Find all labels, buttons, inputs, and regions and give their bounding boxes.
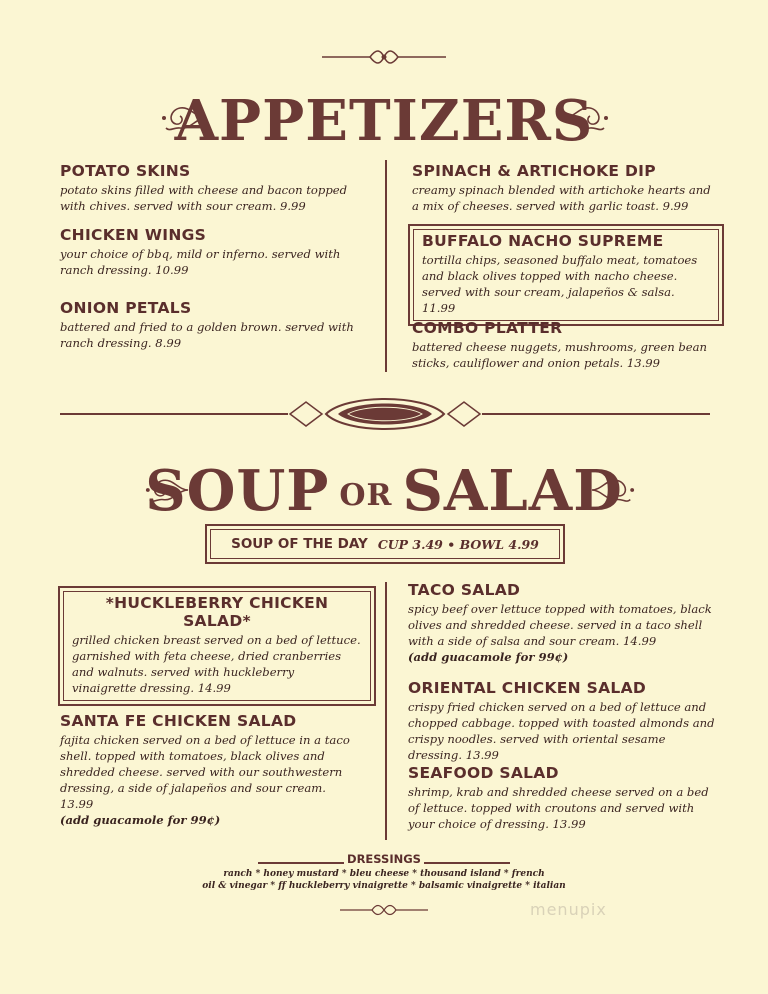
item-description: grilled chicken breast served on a bed of lettuce. garnished with feta cheese, dried cranberries and walnuts. served with huckleberry vinaigrette dressing. 14.99 <box>72 633 361 695</box>
item-name: CHICKEN WINGS <box>60 226 207 244</box>
menu-item-buffalo-nacho-supreme <box>408 224 724 326</box>
right-scroll-ornament <box>562 98 610 138</box>
item-description: potato skins filled with cheese and bacon topped with chives. served with sour cream. 9.99 <box>60 183 348 213</box>
dressings-line-2: oil & vinegar * ff huckleberry vinaigrette * balsamic vinaigrette * italian <box>202 881 566 891</box>
item-name: ORIENTAL CHICKEN SALAD <box>408 679 647 697</box>
item-description: fajita chicken served on a bed of lettuce in a taco shell. topped with tomatoes, black olives and shredded cheese. served with our southwestern dressing, a side of jalapeños and sour cream. 13.99 <box>60 733 350 811</box>
item-name: SEAFOOD SALAD <box>408 764 559 782</box>
soup-of-the-day-label: SOUP OF THE DAY <box>231 536 368 552</box>
item-extra: (add guacamole for 99¢) <box>408 650 569 664</box>
item-name: ONION PETALS <box>60 299 192 317</box>
item-description: battered cheese nuggets, mushrooms, green bean sticks, cauliflower and onion petals. 13.99 <box>412 340 708 370</box>
item-name: SANTA FE CHICKEN SALAD <box>60 712 297 730</box>
item-description: spicy beef over lettuce topped with tomatoes, black olives and shredded cheese. served in a taco shell with a side of salsa and sour cream. 14.99 <box>408 602 712 648</box>
soup-of-the-day-box <box>205 524 565 564</box>
menu-item-potato-skins <box>60 162 360 214</box>
dressings-section <box>200 852 568 892</box>
top-divider-ornament <box>318 46 450 68</box>
menu-item-seafood-salad <box>408 764 718 832</box>
section-divider-line-right <box>482 413 710 415</box>
bottom-ornament <box>336 902 432 918</box>
menu-item-onion-petals <box>60 299 360 351</box>
dressings-line-1: ranch * honey mustard * bleu cheese * thousand island * french <box>223 869 545 879</box>
appetizers-title: APPETIZERS <box>174 88 594 154</box>
menu-item-huckleberry-chicken-salad <box>58 586 376 706</box>
item-name: SPINACH & ARTICHOKE DIP <box>412 162 656 180</box>
menu-item-santa-fe-chicken-salad <box>60 712 360 828</box>
menu-item-taco-salad <box>408 581 718 665</box>
item-name: COMBO PLATTER <box>412 319 563 337</box>
salad-column-divider <box>385 582 387 840</box>
item-name: POTATO SKINS <box>60 162 191 180</box>
item-description: your choice of bbq, mild or inferno. served with ranch dressing. 10.99 <box>60 247 341 277</box>
item-description: crispy fried chicken served on a bed of lettuce and chopped cabbage. topped with toasted almonds and crispy noodles. served with oriental sesame dressing. 13.99 <box>408 700 715 762</box>
item-description: creamy spinach blended with artichoke hearts and a mix of cheeses. served with garlic toast. 9.99 <box>412 183 711 213</box>
item-name: *HUCKLEBERRY CHICKEN SALAD* <box>105 594 329 630</box>
menu-item-chicken-wings <box>60 226 360 278</box>
title-salad: SALAD <box>402 458 623 524</box>
soup-of-the-day-price: CUP 3.49 • BOWL 4.99 <box>377 536 539 552</box>
right-scroll-ornament <box>590 470 636 510</box>
section-divider-line-left <box>60 413 288 415</box>
item-description: battered and fried to a golden brown. served with ranch dressing. 8.99 <box>60 320 354 350</box>
item-name: BUFFALO NACHO SUPREME <box>422 232 664 250</box>
item-description: shrimp, krab and shredded cheese served on a bed of lettuce. topped with croutons and served with your choice of dressing. 13.99 <box>408 785 709 831</box>
title-or: OR <box>339 477 393 513</box>
watermark: menupix <box>530 900 607 919</box>
item-description: tortilla chips, seasoned buffalo meat, tomatoes and black olives topped with nacho cheese. served with sour cream, jalapeños & salsa. 11.99 <box>422 253 698 315</box>
item-name: TACO SALAD <box>408 581 521 599</box>
menu-item-combo-platter <box>412 319 712 371</box>
dressings-heading: DRESSINGS <box>347 852 421 866</box>
title-soup: SOUP <box>145 458 330 524</box>
menu-item-spinach-artichoke-dip <box>412 162 712 214</box>
soup-salad-title <box>0 458 768 524</box>
appetizers-column-divider <box>385 160 387 372</box>
item-extra: (add guacamole for 99¢) <box>60 813 221 827</box>
section-divider-ornament <box>286 392 484 436</box>
menu-item-oriental-chicken-salad <box>408 679 718 763</box>
